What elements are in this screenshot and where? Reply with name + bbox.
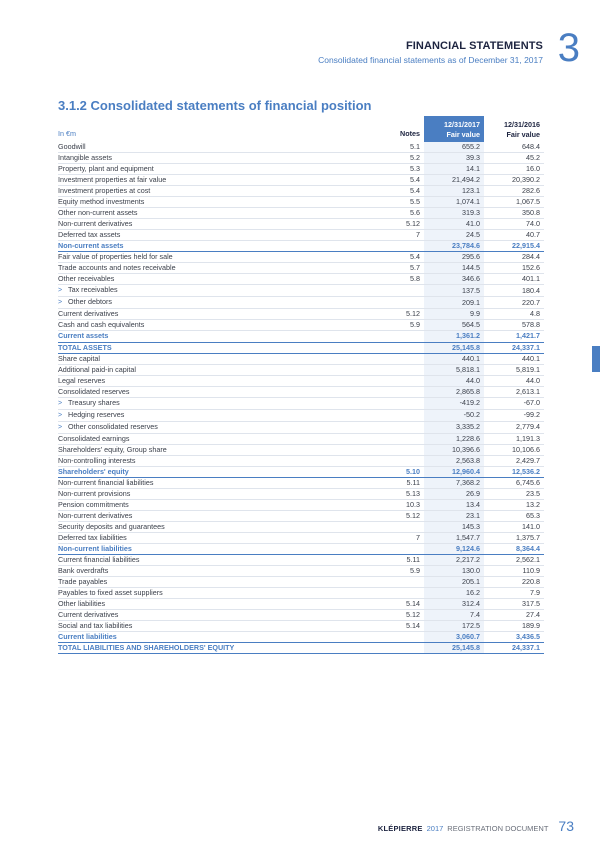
table-row <box>58 320 544 331</box>
table-row <box>58 643 544 654</box>
row-label: Deferred tax assets <box>58 230 340 241</box>
row-label: Trade payables <box>58 577 340 588</box>
row-label: Other receivables <box>58 274 340 285</box>
row-value-2017: 23,784.6 <box>424 241 484 252</box>
row-notes: 5.13 <box>340 488 424 499</box>
row-label: TOTAL ASSETS <box>58 342 340 353</box>
table-row <box>58 588 544 599</box>
row-notes <box>340 433 424 444</box>
col-2017-date: 12/31/2017 <box>444 120 480 129</box>
col-2017-sub: Fair value <box>446 130 480 139</box>
row-notes <box>340 577 424 588</box>
table-row <box>58 252 544 263</box>
row-notes: 5.9 <box>340 320 424 331</box>
table-body <box>58 142 544 654</box>
row-notes <box>340 342 424 353</box>
table-row <box>58 610 544 621</box>
row-value-2016: 3,436.5 <box>484 632 544 643</box>
footer-brand: KLÉPIERRE <box>377 824 423 833</box>
row-notes: 7 <box>340 532 424 543</box>
header-subtitle: Consolidated financial statements as of December 31, 2017 <box>318 55 543 65</box>
row-notes: 5.12 <box>340 610 424 621</box>
row-value-2016: 220.8 <box>484 577 544 588</box>
row-label: Non-controlling interests <box>58 455 340 466</box>
table-row <box>58 521 544 532</box>
row-label: Current liabilities <box>58 632 340 643</box>
table-row <box>58 297 544 309</box>
notes-header: Notes <box>400 129 420 138</box>
row-value-2017: 16.2 <box>424 588 484 599</box>
row-label <box>58 421 340 433</box>
chapter-number: 3 <box>557 26 580 70</box>
row-value-2017: 1,547.7 <box>424 532 484 543</box>
table-row <box>58 543 544 554</box>
row-notes: 5.5 <box>340 197 424 208</box>
unit-header: In €m <box>58 129 76 138</box>
row-value-2016: 44.0 <box>484 375 544 386</box>
row-value-2017: 209.1 <box>424 297 484 309</box>
row-value-2017: 41.0 <box>424 219 484 230</box>
row-value-2016: 401.1 <box>484 274 544 285</box>
row-value-2017: 346.6 <box>424 274 484 285</box>
table-row <box>58 353 544 364</box>
row-label: Goodwill <box>58 142 340 153</box>
row-value-2016: 317.5 <box>484 599 544 610</box>
row-label: Legal reserves <box>58 375 340 386</box>
table-row <box>58 477 544 488</box>
table-row <box>58 153 544 164</box>
row-notes: 5.14 <box>340 621 424 632</box>
row-label: Shareholders' equity <box>58 466 340 477</box>
row-notes: 5.11 <box>340 555 424 566</box>
table-row <box>58 621 544 632</box>
row-value-2016: 40.7 <box>484 230 544 241</box>
row-value-2017: 123.1 <box>424 186 484 197</box>
chevron-right-icon: > <box>58 423 63 431</box>
row-value-2017: 7,368.2 <box>424 477 484 488</box>
row-value-2017: 295.6 <box>424 252 484 263</box>
table-row <box>58 433 544 444</box>
row-value-2017: 137.5 <box>424 285 484 297</box>
row-notes <box>340 297 424 309</box>
row-value-2016: 110.9 <box>484 566 544 577</box>
row-label: Other liabilities <box>58 599 340 610</box>
row-value-2017: 172.5 <box>424 621 484 632</box>
row-label: Current financial liabilities <box>58 555 340 566</box>
row-notes: 5.12 <box>340 219 424 230</box>
row-label: Share capital <box>58 353 340 364</box>
row-value-2016: 16.0 <box>484 164 544 175</box>
row-label <box>58 409 340 421</box>
row-label: Social and tax liabilities <box>58 621 340 632</box>
table-row <box>58 566 544 577</box>
row-value-2017: 39.3 <box>424 153 484 164</box>
page-number: 73 <box>558 818 574 834</box>
row-value-2016: 1,191.3 <box>484 433 544 444</box>
row-notes <box>340 588 424 599</box>
row-value-2016: 6,745.6 <box>484 477 544 488</box>
row-label: Equity method investments <box>58 197 340 208</box>
row-label: Additional paid-in capital <box>58 364 340 375</box>
row-value-2017: 655.2 <box>424 142 484 153</box>
row-label: Property, plant and equipment <box>58 164 340 175</box>
row-label: Pension commitments <box>58 499 340 510</box>
table-row <box>58 230 544 241</box>
row-value-2017: 145.3 <box>424 521 484 532</box>
row-value-2016: 12,536.2 <box>484 466 544 477</box>
footer <box>378 818 574 834</box>
chevron-right-icon: > <box>58 399 63 407</box>
row-value-2016: 13.2 <box>484 499 544 510</box>
row-label-text: Other debtors <box>68 297 112 307</box>
row-value-2017: 25,145.8 <box>424 342 484 353</box>
col-2016-date: 12/31/2016 <box>504 120 540 129</box>
row-label: Non-current assets <box>58 241 340 252</box>
table-row <box>58 309 544 320</box>
row-value-2016: 2,613.1 <box>484 386 544 397</box>
row-notes: 5.4 <box>340 186 424 197</box>
row-label: Consolidated earnings <box>58 433 340 444</box>
row-value-2016: 578.8 <box>484 320 544 331</box>
table-row <box>58 142 544 153</box>
row-value-2017: 26.9 <box>424 488 484 499</box>
table-row <box>58 466 544 477</box>
table-row <box>58 285 544 297</box>
table-row <box>58 175 544 186</box>
row-label: Shareholders' equity, Group share <box>58 444 340 455</box>
table-row <box>58 219 544 230</box>
table-row <box>58 455 544 466</box>
row-value-2017: 7.4 <box>424 610 484 621</box>
row-label: Non-current provisions <box>58 488 340 499</box>
row-label: Consolidated reserves <box>58 386 340 397</box>
row-notes <box>340 397 424 409</box>
table-row <box>58 397 544 409</box>
row-value-2016: 189.9 <box>484 621 544 632</box>
row-label <box>58 297 340 309</box>
row-notes: 10.3 <box>340 499 424 510</box>
row-value-2016: 20,390.2 <box>484 175 544 186</box>
row-value-2016: 440.1 <box>484 353 544 364</box>
row-value-2016: 24,337.1 <box>484 643 544 654</box>
row-label: Bank overdrafts <box>58 566 340 577</box>
row-value-2016: 4.8 <box>484 309 544 320</box>
row-notes: 5.10 <box>340 466 424 477</box>
table-row <box>58 510 544 521</box>
row-notes: 5.9 <box>340 566 424 577</box>
row-notes: 5.1 <box>340 142 424 153</box>
row-value-2017: 44.0 <box>424 375 484 386</box>
row-notes: 5.2 <box>340 153 424 164</box>
row-value-2016: 350.8 <box>484 208 544 219</box>
row-notes <box>340 455 424 466</box>
row-label: Current derivatives <box>58 309 340 320</box>
row-value-2017: 1,074.1 <box>424 197 484 208</box>
row-notes: 5.14 <box>340 599 424 610</box>
row-label <box>58 285 340 297</box>
row-value-2017: 23.1 <box>424 510 484 521</box>
table-row <box>58 197 544 208</box>
row-notes <box>340 543 424 554</box>
row-value-2017: 14.1 <box>424 164 484 175</box>
row-value-2016: 27.4 <box>484 610 544 621</box>
table-row <box>58 555 544 566</box>
row-value-2017: 1,361.2 <box>424 331 484 342</box>
row-value-2017: 3,335.2 <box>424 421 484 433</box>
row-value-2016: 648.4 <box>484 142 544 153</box>
table-row <box>58 342 544 353</box>
table-row <box>58 164 544 175</box>
footer-doc: REGISTRATION DOCUMENT <box>447 824 549 833</box>
row-value-2017: 12,960.4 <box>424 466 484 477</box>
row-value-2017: -419.2 <box>424 397 484 409</box>
col-2016-sub: Fair value <box>506 130 540 139</box>
header-title: FINANCIAL STATEMENTS <box>405 40 543 52</box>
row-value-2017: 440.1 <box>424 353 484 364</box>
row-value-2016: 1,067.5 <box>484 197 544 208</box>
row-notes: 5.4 <box>340 175 424 186</box>
row-notes: 5.7 <box>340 263 424 274</box>
row-label: Investment properties at cost <box>58 186 340 197</box>
row-value-2017: 312.4 <box>424 599 484 610</box>
row-label: TOTAL LIABILITIES AND SHAREHOLDERS' EQUITY <box>58 643 340 654</box>
row-label: Non-current liabilities <box>58 543 340 554</box>
row-label: Current derivatives <box>58 610 340 621</box>
row-value-2016: 23.5 <box>484 488 544 499</box>
row-value-2016: 1,375.7 <box>484 532 544 543</box>
row-label: Current assets <box>58 331 340 342</box>
row-notes: 5.3 <box>340 164 424 175</box>
row-value-2016: 2,429.7 <box>484 455 544 466</box>
row-label: Other non-current assets <box>58 208 340 219</box>
row-label: Payables to fixed asset suppliers <box>58 588 340 599</box>
row-notes: 5.6 <box>340 208 424 219</box>
row-value-2017: -50.2 <box>424 409 484 421</box>
row-value-2016: 74.0 <box>484 219 544 230</box>
row-notes: 5.12 <box>340 309 424 320</box>
row-value-2017: 2,217.2 <box>424 555 484 566</box>
chevron-right-icon: > <box>58 411 63 419</box>
section-title: 3.1.2 Consolidated statements of financial position <box>58 98 372 113</box>
row-value-2016: 284.4 <box>484 252 544 263</box>
row-label: Non-current financial liabilities <box>58 477 340 488</box>
row-value-2016: 22,915.4 <box>484 241 544 252</box>
row-label: Intangible assets <box>58 153 340 164</box>
row-value-2016: 2,562.1 <box>484 555 544 566</box>
row-value-2017: 21,494.2 <box>424 175 484 186</box>
row-value-2016: 10,106.6 <box>484 444 544 455</box>
row-notes: 5.12 <box>340 510 424 521</box>
row-notes <box>340 521 424 532</box>
col-2017-header <box>424 116 484 142</box>
row-value-2016: 282.6 <box>484 186 544 197</box>
row-value-2017: 5,818.1 <box>424 364 484 375</box>
row-notes <box>340 386 424 397</box>
row-value-2017: 2,865.8 <box>424 386 484 397</box>
table-row <box>58 241 544 252</box>
row-value-2016: 180.4 <box>484 285 544 297</box>
row-notes <box>340 643 424 654</box>
row-label: Fair value of properties held for sale <box>58 252 340 263</box>
row-label: Cash and cash equivalents <box>58 320 340 331</box>
row-label: Non-current derivatives <box>58 219 340 230</box>
row-notes: 7 <box>340 230 424 241</box>
row-notes <box>340 632 424 643</box>
side-tab-marker <box>592 346 600 372</box>
table-row <box>58 274 544 285</box>
col-2016-header <box>484 116 544 142</box>
row-value-2017: 10,396.6 <box>424 444 484 455</box>
table-row <box>58 421 544 433</box>
row-label: Trade accounts and notes receivable <box>58 263 340 274</box>
table-row <box>58 577 544 588</box>
financial-position-table <box>58 116 544 654</box>
row-value-2016: -99.2 <box>484 409 544 421</box>
table-row <box>58 186 544 197</box>
row-label: Security deposits and guarantees <box>58 521 340 532</box>
row-value-2017: 319.3 <box>424 208 484 219</box>
row-value-2016: 8,364.4 <box>484 543 544 554</box>
chevron-right-icon: > <box>58 299 63 307</box>
row-notes <box>340 421 424 433</box>
row-label: Investment properties at fair value <box>58 175 340 186</box>
row-notes <box>340 409 424 421</box>
row-label <box>58 397 340 409</box>
row-value-2017: 564.5 <box>424 320 484 331</box>
row-notes: 5.8 <box>340 274 424 285</box>
row-notes: 5.4 <box>340 252 424 263</box>
chevron-right-icon: > <box>58 287 63 295</box>
table-row <box>58 375 544 386</box>
table-row <box>58 364 544 375</box>
row-value-2016: -67.0 <box>484 397 544 409</box>
row-value-2017: 205.1 <box>424 577 484 588</box>
footer-year: 2017 <box>426 824 444 833</box>
table-row <box>58 499 544 510</box>
row-value-2017: 130.0 <box>424 566 484 577</box>
row-value-2016: 24,337.1 <box>484 342 544 353</box>
table-row <box>58 208 544 219</box>
row-value-2017: 24.5 <box>424 230 484 241</box>
row-value-2017: 2,563.8 <box>424 455 484 466</box>
row-label: Deferred tax liabilities <box>58 532 340 543</box>
row-notes <box>340 331 424 342</box>
row-label-text: Hedging reserves <box>68 409 125 419</box>
row-label-text: Treasury shares <box>68 397 120 407</box>
row-notes <box>340 444 424 455</box>
table-row <box>58 632 544 643</box>
row-value-2016: 65.3 <box>484 510 544 521</box>
table-row <box>58 263 544 274</box>
row-label: Non-current derivatives <box>58 510 340 521</box>
table-row <box>58 599 544 610</box>
row-value-2017: 144.5 <box>424 263 484 274</box>
table-row <box>58 532 544 543</box>
row-notes <box>340 285 424 297</box>
table-row <box>58 409 544 421</box>
row-value-2016: 220.7 <box>484 297 544 309</box>
row-notes <box>340 375 424 386</box>
row-value-2017: 9,124.6 <box>424 543 484 554</box>
row-value-2016: 7.9 <box>484 588 544 599</box>
row-value-2016: 1,421.7 <box>484 331 544 342</box>
row-label-text: Other consolidated reserves <box>68 421 158 431</box>
row-value-2017: 3,060.7 <box>424 632 484 643</box>
row-value-2016: 45.2 <box>484 153 544 164</box>
row-value-2017: 13.4 <box>424 499 484 510</box>
row-value-2016: 2,779.4 <box>484 421 544 433</box>
row-label-text: Tax receivables <box>68 285 118 295</box>
table-row <box>58 488 544 499</box>
row-value-2016: 152.6 <box>484 263 544 274</box>
row-value-2017: 25,145.8 <box>424 643 484 654</box>
row-value-2017: 1,228.6 <box>424 433 484 444</box>
table-row <box>58 444 544 455</box>
table-row <box>58 386 544 397</box>
table-row <box>58 331 544 342</box>
row-value-2017: 9.9 <box>424 309 484 320</box>
row-value-2016: 5,819.1 <box>484 364 544 375</box>
row-value-2016: 141.0 <box>484 521 544 532</box>
table-header-row <box>58 116 544 142</box>
row-notes <box>340 353 424 364</box>
row-notes: 5.11 <box>340 477 424 488</box>
row-notes <box>340 241 424 252</box>
row-notes <box>340 364 424 375</box>
